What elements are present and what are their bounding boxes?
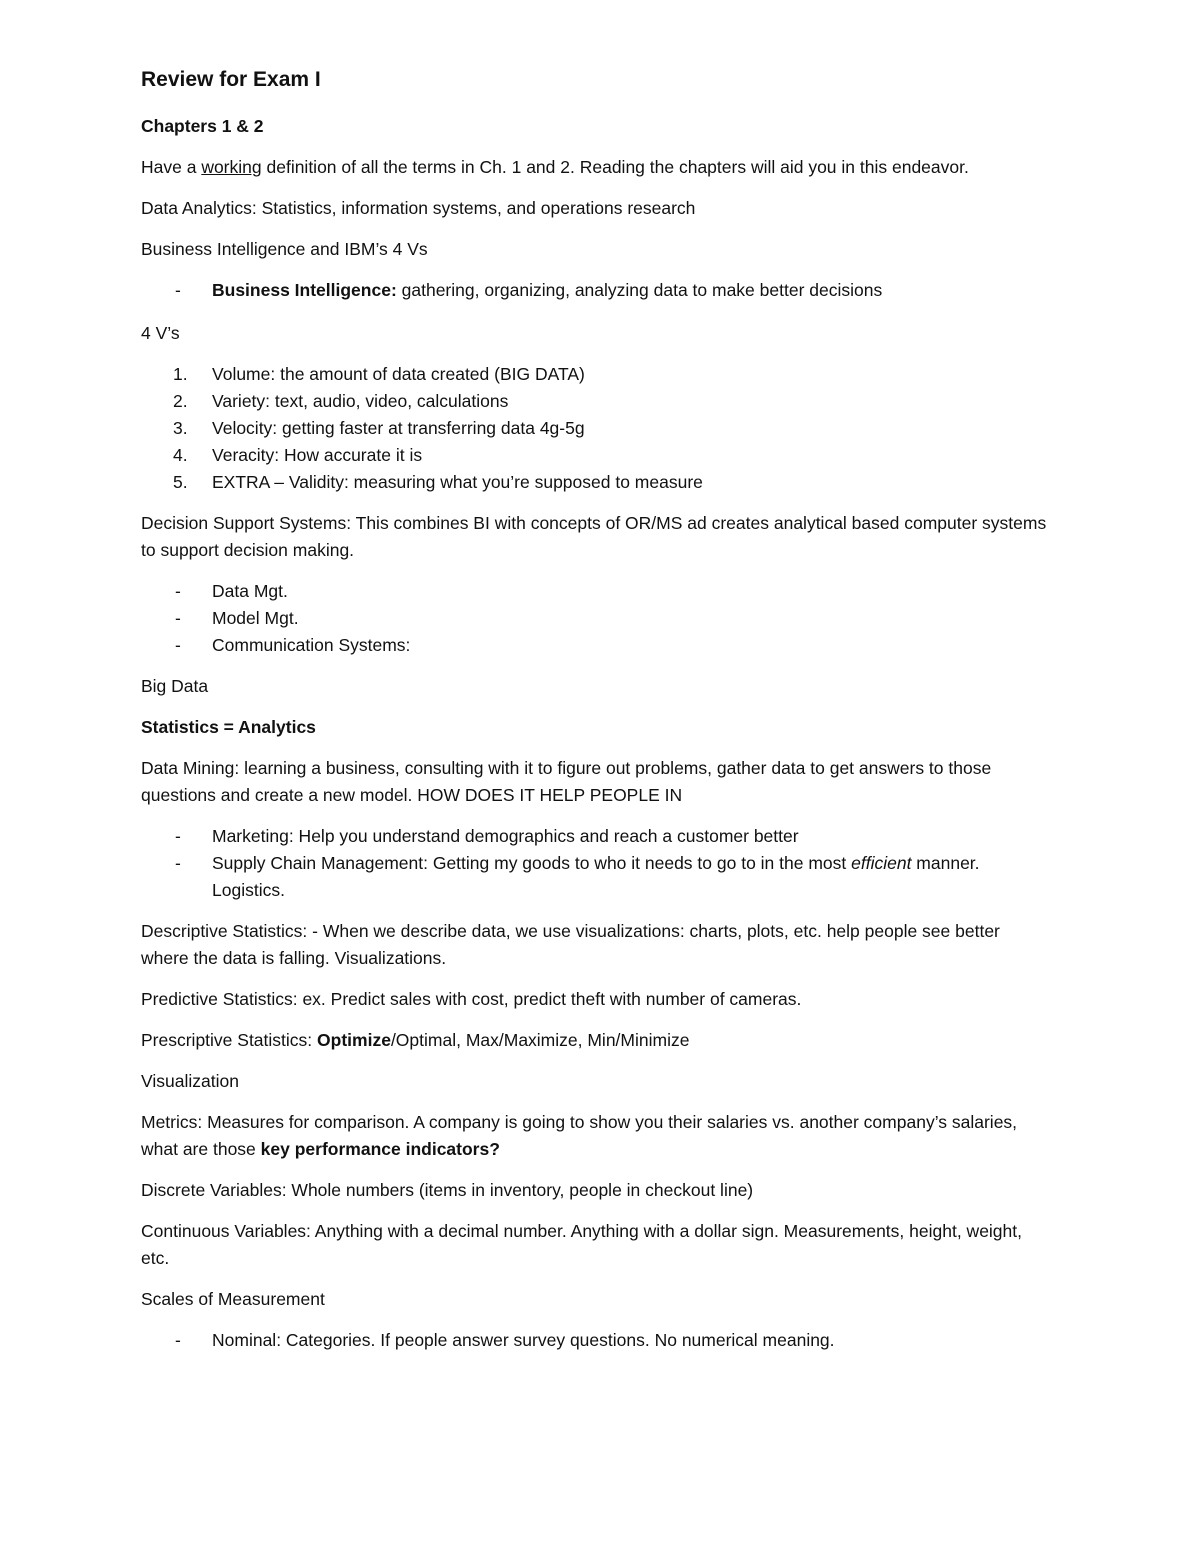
metrics-paragraph xyxy=(141,1109,1050,1163)
list-item-text xyxy=(212,850,1050,904)
metrics-bold-text: key performance indicators? xyxy=(260,1139,500,1159)
bi-item-text xyxy=(212,277,1050,304)
list-item xyxy=(141,823,1050,850)
list-item xyxy=(141,850,1050,904)
bi-list xyxy=(141,277,1050,304)
dash-marker: - xyxy=(175,1330,181,1350)
chapters-heading: Chapters 1 & 2 xyxy=(141,116,264,136)
dash-marker: - xyxy=(175,581,181,601)
dash-marker: - xyxy=(175,826,181,846)
bi-definition: gathering, organizing, analyzing data to make better decisions xyxy=(396,280,883,300)
list-item-text: Volume: the amount of data created (BIG DATA) xyxy=(212,364,585,384)
scales-heading: Scales of Measurement xyxy=(141,1289,325,1309)
dash-marker: - xyxy=(175,280,181,300)
list-item xyxy=(141,388,1050,415)
number-marker: 5. xyxy=(173,472,188,492)
list-item xyxy=(141,632,1050,659)
list-item xyxy=(141,361,1050,388)
list-item-text: Data Mgt. xyxy=(212,581,288,601)
intro-underlined-word: working xyxy=(201,157,262,177)
four-vs-heading: 4 V’s xyxy=(141,323,180,343)
statistics-analytics-heading: Statistics = Analytics xyxy=(141,717,316,737)
list-item-text: Nominal: Categories. If people answer survey questions. No numerical meaning. xyxy=(212,1330,835,1350)
dash-marker: - xyxy=(175,635,181,655)
dss-list xyxy=(141,578,1050,659)
visualization-heading: Visualization xyxy=(141,1071,239,1091)
list-item-text: Marketing: Help you understand demographics and reach a customer better xyxy=(212,826,799,846)
list-item-text: EXTRA – Validity: measuring what you’re supposed to measure xyxy=(212,472,703,492)
intro-text-2: definition of all the terms in Ch. 1 and 2. Reading the chapters will aid you in this endeavor. xyxy=(261,157,969,177)
predictive-paragraph: Predictive Statistics: ex. Predict sales with cost, predict theft with number of cameras. xyxy=(141,989,802,1009)
prescriptive-text-2: /Optimal, Max/Maximize, Min/Minimize xyxy=(390,1030,690,1050)
list-item-text: Veracity: How accurate it is xyxy=(212,445,423,465)
dash-marker: - xyxy=(175,608,181,628)
list-item xyxy=(141,415,1050,442)
descriptive-paragraph: Descriptive Statistics: - When we describe data, we use visualizations: charts, plots, etc. help people see better where the data is falling. Visualizations. xyxy=(141,921,1000,968)
list-item xyxy=(141,442,1050,469)
list-item-text: Model Mgt. xyxy=(212,608,299,628)
number-marker: 2. xyxy=(173,391,188,411)
discrete-paragraph: Discrete Variables: Whole numbers (items in inventory, people in checkout line) xyxy=(141,1180,754,1200)
bi-term: Business Intelligence: xyxy=(212,280,397,300)
prescriptive-paragraph xyxy=(141,1027,1050,1054)
number-marker: 3. xyxy=(173,418,188,438)
bi-heading: Business Intelligence and IBM’s 4 Vs xyxy=(141,239,428,259)
list-item-text: Communication Systems: xyxy=(212,635,411,655)
metrics-text: Metrics: Measures for comparison. A company is going to show you their salaries vs. another company’s salaries, what are those xyxy=(141,1112,1018,1159)
list-item-text: Variety: text, audio, video, calculations xyxy=(212,391,509,411)
scm-italic-word: efficient xyxy=(851,853,912,873)
continuous-paragraph: Continuous Variables: Anything with a decimal number. Anything with a dollar sign. Measurements, height, weight, etc. xyxy=(141,1221,1022,1268)
number-marker: 4. xyxy=(173,445,188,465)
dash-marker: - xyxy=(175,853,181,873)
list-item-text: Velocity: getting faster at transferring data 4g-5g xyxy=(212,418,585,438)
four-vs-list xyxy=(141,361,1050,496)
list-item xyxy=(141,469,1050,496)
big-data-heading: Big Data xyxy=(141,676,209,696)
list-item xyxy=(141,1327,1050,1354)
list-item xyxy=(141,605,1050,632)
intro-text-1: Have a xyxy=(141,157,202,177)
scm-text-1: Supply Chain Management: Getting my goods to who it needs to go to in the most xyxy=(212,853,852,873)
data-mining-list xyxy=(141,823,1050,904)
data-analytics-line: Data Analytics: Statistics, information systems, and operations research xyxy=(141,198,696,218)
scales-list xyxy=(141,1327,1050,1354)
intro-paragraph xyxy=(141,154,1050,181)
number-marker: 1. xyxy=(173,364,188,384)
dss-paragraph: Decision Support Systems: This combines BI with concepts of OR/MS ad creates analytical based computer systems to support decision making. xyxy=(141,513,1047,560)
list-item xyxy=(141,277,1050,304)
prescriptive-text-1: Prescriptive Statistics: xyxy=(141,1030,318,1050)
prescriptive-bold-word: Optimize xyxy=(317,1030,391,1050)
data-mining-paragraph: Data Mining: learning a business, consulting with it to figure out problems, gather data to get answers to those questions and create a new model. HOW DOES IT HELP PEOPLE IN xyxy=(141,758,992,805)
document-title: Review for Exam I xyxy=(141,68,321,91)
scm-text-2: manner. Logistics. xyxy=(212,853,980,900)
list-item xyxy=(141,578,1050,605)
